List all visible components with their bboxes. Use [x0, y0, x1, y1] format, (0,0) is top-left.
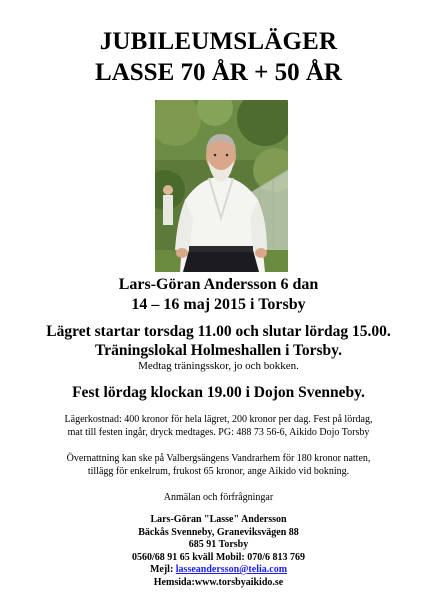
equipment-note: Medtag träningsskor, jo och bokken. — [138, 360, 299, 372]
event-dates: 14 – 16 maj 2015 i Torsby — [131, 296, 306, 313]
flyer-title-line2: LASSE 70 ÅR + 50 ÅR — [95, 59, 342, 86]
party-info-text: Fest lördag klockan 19.00 i Dojon Svenneby. — [72, 384, 365, 401]
contact-address-postal: 685 91 Torsby — [188, 539, 249, 550]
contact-address-street: Bäckås Svenneby, Graneviksvägen 88 — [138, 526, 299, 538]
training-venue-text: Träningslokal Holmeshallen i Torsby. — [95, 342, 342, 359]
flyer-title-line1: JUBILEUMSLÄGER — [99, 28, 338, 55]
email-label: Mejl: — [149, 564, 174, 575]
instructor-name: Lars-Göran Andersson 6 dan — [118, 276, 319, 293]
instructor-photo — [155, 100, 288, 272]
contact-name: Lars-Göran "Lasse" Andersson — [150, 514, 287, 525]
lodging-info-line1: Övernattning kan ske på Valbergsängens Vandrarhem för 180 kronor natten, — [66, 453, 371, 464]
contact-phones: 0560/68 91 65 kväll Mobil: 070/6 813 769 — [131, 551, 306, 563]
signup-heading: Anmälan och förfrågningar — [163, 492, 274, 503]
lodging-info-line2: tillägg för enkelrum, frukost 65 kronor, ange Aikido vid bokning. — [87, 466, 350, 477]
camp-schedule-text: Lägret startar torsdag 11.00 och slutar lördag 15.00. — [46, 323, 391, 340]
email-link[interactable]: lasseandersson@telia.com — [175, 564, 288, 575]
contact-email-line — [0, 564, 437, 577]
contact-website[interactable]: Hemsida:www.torsbyaikido.se — [153, 576, 284, 588]
cost-info-line2: mat till festen ingår, dryck medtages. PG: 488 73 56-6, Aikido Dojo Torsby — [67, 427, 370, 438]
cost-info-line1: Lägerkostnad: 400 kronor för hela lägret, 200 kronor per dag. Fest på lördag, — [64, 414, 373, 425]
